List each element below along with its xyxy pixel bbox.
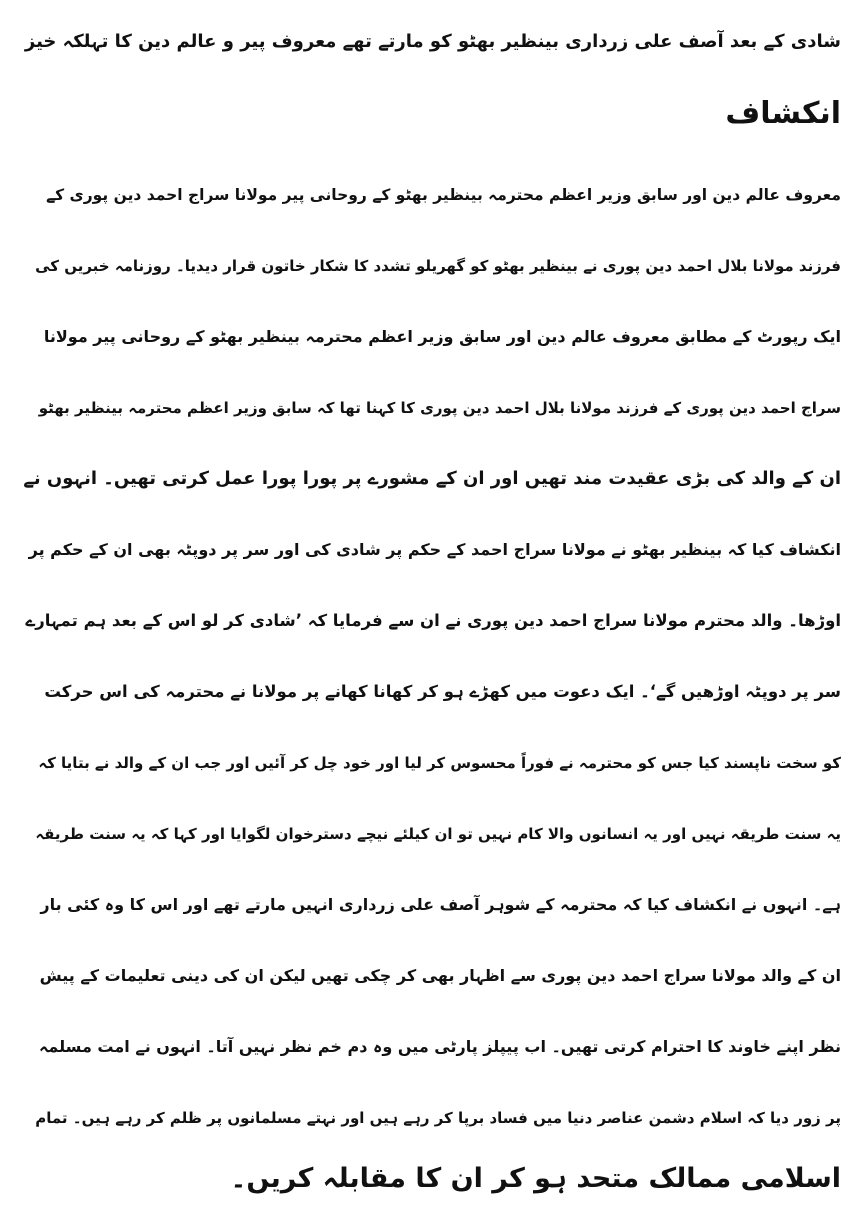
- body-line-2: فرزند مولانا بلال احمد دین پوری نے بینظیر بھٹو کو گھریلو تشدد کا شکار خاتون قرار دیدیا۔ روزنامہ خبریں کی: [35, 257, 841, 275]
- body-line-3: ایک رپورٹ کے مطابق معروف عالم دین اور سابق وزیر اعظم محترمہ بینظیر بھٹو کے روحانی پیر مولانا: [43, 327, 841, 346]
- body-line-7: اوڑھا۔ والد محترم مولانا سراج احمد دین پوری نے ان سے فرمایا کہ ’شادی کر لو اس کے بعد ہم تمہارے: [25, 611, 841, 630]
- article-title-line-2: انکشاف: [725, 96, 841, 131]
- body-line-13: نظر اپنے خاوند کا احترام کرتی تھیں۔ اب پیپلز پارٹی میں وہ دم خم نظر نہیں آتا۔ انہوں نے امت مسلمہ: [39, 1037, 841, 1056]
- body-line-14: پر زور دیا کہ اسلام دشمن عناصر دنیا میں فساد برپا کر رہے ہیں اور نہتے مسلمانوں پر ظلم کر رہے ہیں۔ تمام: [35, 1109, 841, 1127]
- body-line-8: سر پر دوپٹہ اوڑھیں گے‘۔ ایک دعوت میں کھڑے ہو کر کھانا کھانے پر مولانا نے محترمہ کی اس حرکت: [44, 682, 841, 701]
- body-line-5: ان کے والد کی بڑی عقیدت مند تھیں اور ان کے مشورے پر پورا پورا عمل کرتی تھیں۔ انہوں نے: [23, 468, 841, 489]
- body-line-9: کو سخت ناپسند کیا جس کو محترمہ نے فوراً محسوس کر لیا اور خود چل کر آئیں اور جب ان کے والد نے بتایا کہ: [38, 754, 841, 772]
- body-line-12: ان کے والد مولانا سراج احمد دین پوری سے اظہار بھی کر چکی تھیں لیکن ان کی دینی تعلیمات کے پیش: [39, 966, 841, 985]
- body-line-11: ہے۔ انہوں نے انکشاف کیا کہ محترمہ کے شوہر آصف علی زرداری انہیں مارتے تھے اور اس کا وہ کئی بار: [40, 895, 841, 914]
- body-line-4: سراج احمد دین پوری کے فرزند مولانا بلال احمد دین پوری کا کہنا تھا کہ سابق وزیر اعظم محترمہ بینظیر بھٹو: [38, 399, 841, 417]
- body-line-1: معروف عالم دین اور سابق وزیر اعظم محترمہ بینظیر بھٹو کے روحانی پیر مولانا سراج احمد دین پوری کے: [46, 186, 841, 204]
- body-line-6: انکشاف کیا کہ بینظیر بھٹو نے مولانا سراج احمد کے حکم پر شادی کی اور سر پر دوپٹہ بھی ان کے حکم پر: [28, 540, 841, 559]
- article-title-line-1: شادی کے بعد آصف علی زرداری بینظیر بھٹو کو مارتے تھے معروف پیر و عالم دین کا تہلکہ خیز: [24, 31, 841, 52]
- body-line-10: یہ سنت طریقہ نہیں اور یہ انسانوں والا کام نہیں تو ان کیلئے نیچے دسترخوان لگوایا اور کہا کہ یہ سنت طریقہ: [35, 825, 841, 843]
- body-line-15: اسلامی ممالک متحد ہو کر ان کا مقابلہ کریں۔: [230, 1163, 841, 1194]
